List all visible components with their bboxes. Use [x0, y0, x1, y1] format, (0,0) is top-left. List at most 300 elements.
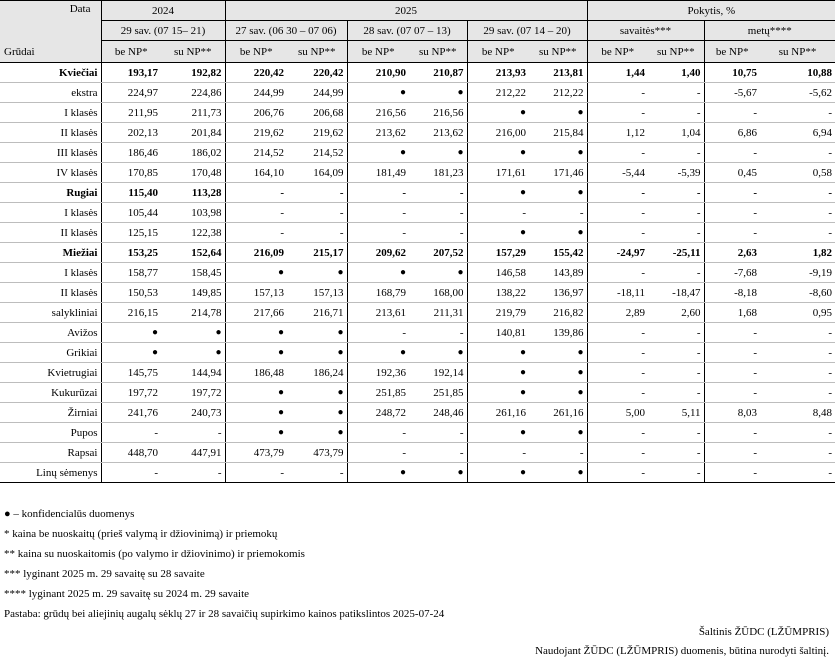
value-cell: -: [587, 463, 648, 483]
value-cell: -5,62: [760, 83, 835, 103]
value-cell: 144,94: [161, 363, 225, 383]
value-cell: 140,81: [467, 323, 529, 343]
confidential-dot: ●: [409, 143, 467, 163]
table-row: [0, 423, 835, 443]
value-cell: 251,85: [347, 383, 409, 403]
value-cell: 213,62: [409, 123, 467, 143]
value-cell: -: [409, 423, 467, 443]
table-row: [0, 443, 835, 463]
value-cell: 146,58: [467, 263, 529, 283]
value-cell: -: [347, 323, 409, 343]
row-label: salykliniai: [0, 303, 101, 323]
value-cell: 448,70: [101, 443, 161, 463]
value-cell: 186,48: [225, 363, 287, 383]
value-cell: -: [648, 443, 704, 463]
header-be-np: be NP*: [347, 41, 409, 63]
row-label: I klasės: [0, 203, 101, 223]
value-cell: -: [101, 423, 161, 443]
value-cell: 168,79: [347, 283, 409, 303]
confidential-dot: ●: [529, 423, 587, 443]
value-cell: 216,15: [101, 303, 161, 323]
confidential-dot: ●: [467, 343, 529, 363]
row-label: Rugiai: [0, 183, 101, 203]
header-be-np: be NP*: [587, 41, 648, 63]
value-cell: -: [704, 323, 760, 343]
value-cell: 209,62: [347, 243, 409, 263]
value-cell: -: [648, 263, 704, 283]
value-cell: -25,11: [648, 243, 704, 263]
confidential-dot: ●: [225, 323, 287, 343]
value-cell: -: [587, 263, 648, 283]
header-data-label: Data: [69, 3, 91, 15]
value-cell: 202,13: [101, 123, 161, 143]
value-cell: -: [760, 183, 835, 203]
value-cell: -: [161, 423, 225, 443]
value-cell: -: [467, 443, 529, 463]
value-cell: 139,86: [529, 323, 587, 343]
confidential-dot: ●: [529, 103, 587, 123]
table-row: [0, 383, 835, 403]
row-label: Miežiai: [0, 243, 101, 263]
value-cell: -: [587, 323, 648, 343]
table-row: [0, 183, 835, 203]
value-cell: 6,86: [704, 123, 760, 143]
value-cell: -: [760, 103, 835, 123]
value-cell: 212,22: [467, 83, 529, 103]
value-cell: 473,79: [287, 443, 347, 463]
value-cell: 216,09: [225, 243, 287, 263]
value-cell: 1,12: [587, 123, 648, 143]
value-cell: 216,82: [529, 303, 587, 323]
value-cell: -: [287, 183, 347, 203]
value-cell: 186,24: [287, 363, 347, 383]
value-cell: 0,58: [760, 163, 835, 183]
value-cell: 206,68: [287, 103, 347, 123]
value-cell: -: [760, 463, 835, 483]
value-cell: -: [760, 343, 835, 363]
value-cell: 158,77: [101, 263, 161, 283]
value-cell: -: [760, 443, 835, 463]
row-label: Kviečiai: [0, 63, 101, 83]
footnote: Pastaba: grūdų bei aliejinių augalų sėklų 27 ir 28 savaičių supirkimo kainos patikslintos 2025-07-24: [4, 608, 445, 620]
value-cell: -5,44: [587, 163, 648, 183]
value-cell: -: [704, 363, 760, 383]
table-row: [0, 163, 835, 183]
value-cell: 224,86: [161, 83, 225, 103]
header-grudai-label: Grūdai: [4, 46, 35, 58]
table-row: [0, 343, 835, 363]
value-cell: 217,66: [225, 303, 287, 323]
value-cell: -: [467, 203, 529, 223]
value-cell: 211,95: [101, 103, 161, 123]
value-cell: 241,76: [101, 403, 161, 423]
value-cell: -: [760, 203, 835, 223]
table-row: [0, 323, 835, 343]
value-cell: 220,42: [287, 63, 347, 83]
value-cell: -: [347, 183, 409, 203]
table-row: [0, 123, 835, 143]
confidential-dot: ●: [347, 463, 409, 483]
value-cell: 8,03: [704, 403, 760, 423]
citation-line: Naudojant ŽŪDC (LŽŪMPRIS) duomenis, būtina nurodyti šaltinį.: [535, 645, 829, 657]
header-su-np: su NP**: [161, 41, 225, 63]
value-cell: -: [648, 423, 704, 443]
confidential-dot: ●: [529, 463, 587, 483]
header-week-28: 28 sav. (07 07 – 13): [347, 21, 467, 41]
value-cell: 261,16: [529, 403, 587, 423]
row-label: II klasės: [0, 283, 101, 303]
value-cell: -5,67: [704, 83, 760, 103]
value-cell: 248,72: [347, 403, 409, 423]
row-label: II klasės: [0, 123, 101, 143]
confidential-dot: ●: [225, 403, 287, 423]
confidential-dot: ●: [467, 363, 529, 383]
value-cell: 210,90: [347, 63, 409, 83]
footnotes: [4, 504, 444, 624]
value-cell: 105,44: [101, 203, 161, 223]
confidential-dot: ●: [347, 263, 409, 283]
row-label: I klasės: [0, 103, 101, 123]
value-cell: -9,19: [760, 263, 835, 283]
footnote: ** kaina su nuoskaitomis (po valymo ir džiovinimo) ir priemokomis: [4, 548, 305, 560]
value-cell: -: [760, 363, 835, 383]
value-cell: 149,85: [161, 283, 225, 303]
table-row: [0, 363, 835, 383]
value-cell: -18,11: [587, 283, 648, 303]
value-cell: -8,60: [760, 283, 835, 303]
value-cell: 2,60: [648, 303, 704, 323]
value-cell: 2,89: [587, 303, 648, 323]
header-week-2024: 29 sav. (07 15– 21): [101, 21, 225, 41]
value-cell: -: [587, 103, 648, 123]
value-cell: -: [225, 463, 287, 483]
footnote: ● – konfidencialūs duomenys: [4, 508, 135, 520]
value-cell: 122,38: [161, 223, 225, 243]
confidential-dot: ●: [409, 83, 467, 103]
value-cell: 261,16: [467, 403, 529, 423]
value-cell: -: [648, 183, 704, 203]
value-cell: 164,09: [287, 163, 347, 183]
value-cell: -: [161, 463, 225, 483]
value-cell: 201,84: [161, 123, 225, 143]
value-cell: 1,04: [648, 123, 704, 143]
value-cell: 192,14: [409, 363, 467, 383]
value-cell: 211,73: [161, 103, 225, 123]
value-cell: -: [409, 183, 467, 203]
value-cell: 186,02: [161, 143, 225, 163]
value-cell: 158,45: [161, 263, 225, 283]
value-cell: -: [648, 383, 704, 403]
value-cell: -: [648, 363, 704, 383]
header-be-np: be NP*: [101, 41, 161, 63]
value-cell: -: [648, 463, 704, 483]
table-row: [0, 223, 835, 243]
value-cell: 0,95: [760, 303, 835, 323]
header-su-np: su NP**: [648, 41, 704, 63]
confidential-dot: ●: [409, 463, 467, 483]
value-cell: 2,63: [704, 243, 760, 263]
confidential-dot: ●: [161, 343, 225, 363]
header-metu: metų****: [704, 21, 835, 41]
table-row: [0, 83, 835, 103]
value-cell: 213,81: [529, 63, 587, 83]
value-cell: 171,46: [529, 163, 587, 183]
value-cell: 220,42: [225, 63, 287, 83]
value-cell: -: [704, 443, 760, 463]
table-row: [0, 63, 835, 83]
value-cell: -: [648, 343, 704, 363]
value-cell: -: [704, 203, 760, 223]
confidential-dot: ●: [287, 263, 347, 283]
value-cell: 170,48: [161, 163, 225, 183]
header-year-2024: 2024: [101, 1, 225, 21]
value-cell: -: [704, 343, 760, 363]
row-label: Linų sėmenys: [0, 463, 101, 483]
header-su-np: su NP**: [287, 41, 347, 63]
source-line: Šaltinis ŽŪDC (LŽŪMPRIS): [698, 626, 829, 638]
footnote: **** lyginant 2025 m. 29 savaitę su 2024 m. 29 savaite: [4, 588, 250, 600]
confidential-dot: ●: [409, 343, 467, 363]
value-cell: -: [409, 443, 467, 463]
value-cell: 251,85: [409, 383, 467, 403]
row-label: Kukurūzai: [0, 383, 101, 403]
value-cell: 125,15: [101, 223, 161, 243]
value-cell: -: [587, 343, 648, 363]
confidential-dot: ●: [409, 263, 467, 283]
header-be-np: be NP*: [225, 41, 287, 63]
value-cell: -: [225, 203, 287, 223]
value-cell: 240,73: [161, 403, 225, 423]
value-cell: 192,82: [161, 63, 225, 83]
table-row: [0, 203, 835, 223]
value-cell: -: [648, 103, 704, 123]
value-cell: 170,85: [101, 163, 161, 183]
value-cell: -: [648, 83, 704, 103]
value-cell: 212,22: [529, 83, 587, 103]
value-cell: 211,31: [409, 303, 467, 323]
value-cell: -: [347, 203, 409, 223]
value-cell: 0,45: [704, 163, 760, 183]
value-cell: -: [704, 463, 760, 483]
value-cell: -5,39: [648, 163, 704, 183]
value-cell: 216,56: [347, 103, 409, 123]
value-cell: 216,00: [467, 123, 529, 143]
header-be-np: be NP*: [467, 41, 529, 63]
confidential-dot: ●: [225, 343, 287, 363]
value-cell: -: [704, 103, 760, 123]
value-cell: 219,62: [225, 123, 287, 143]
value-cell: 248,46: [409, 403, 467, 423]
value-cell: 214,78: [161, 303, 225, 323]
value-cell: 214,52: [287, 143, 347, 163]
row-label: ekstra: [0, 83, 101, 103]
value-cell: -18,47: [648, 283, 704, 303]
value-cell: 1,68: [704, 303, 760, 323]
confidential-dot: ●: [287, 403, 347, 423]
value-cell: 157,13: [225, 283, 287, 303]
value-cell: 186,46: [101, 143, 161, 163]
table-row: [0, 263, 835, 283]
header-week-27: 27 sav. (06 30 – 07 06): [225, 21, 347, 41]
value-cell: -: [287, 203, 347, 223]
value-cell: 6,94: [760, 123, 835, 143]
table-row: [0, 463, 835, 483]
value-cell: 138,22: [467, 283, 529, 303]
row-label: I klasės: [0, 263, 101, 283]
value-cell: -: [587, 423, 648, 443]
value-cell: -: [760, 423, 835, 443]
confidential-dot: ●: [347, 83, 409, 103]
value-cell: 143,89: [529, 263, 587, 283]
value-cell: -: [347, 223, 409, 243]
header-corner: [0, 1, 101, 63]
value-cell: 171,61: [467, 163, 529, 183]
header-year-2025: 2025: [225, 1, 587, 21]
value-cell: 136,97: [529, 283, 587, 303]
value-cell: 157,13: [287, 283, 347, 303]
value-cell: -: [587, 83, 648, 103]
header-su-np: su NP**: [409, 41, 467, 63]
confidential-dot: ●: [467, 183, 529, 203]
confidential-dot: ●: [287, 343, 347, 363]
value-cell: 5,11: [648, 403, 704, 423]
value-cell: 219,62: [287, 123, 347, 143]
value-cell: -: [409, 223, 467, 243]
value-cell: 213,61: [347, 303, 409, 323]
value-cell: -: [587, 183, 648, 203]
confidential-dot: ●: [287, 323, 347, 343]
value-cell: 157,29: [467, 243, 529, 263]
value-cell: -: [760, 223, 835, 243]
value-cell: 168,00: [409, 283, 467, 303]
confidential-dot: ●: [467, 143, 529, 163]
value-cell: 8,48: [760, 403, 835, 423]
value-cell: 152,64: [161, 243, 225, 263]
value-cell: 193,17: [101, 63, 161, 83]
confidential-dot: ●: [287, 383, 347, 403]
row-label: III klasės: [0, 143, 101, 163]
row-label: Rapsai: [0, 443, 101, 463]
value-cell: -7,68: [704, 263, 760, 283]
value-cell: -8,18: [704, 283, 760, 303]
value-cell: -: [648, 143, 704, 163]
confidential-dot: ●: [467, 383, 529, 403]
value-cell: 113,28: [161, 183, 225, 203]
value-cell: 103,98: [161, 203, 225, 223]
confidential-dot: ●: [347, 343, 409, 363]
value-cell: -: [529, 203, 587, 223]
confidential-dot: ●: [101, 323, 161, 343]
value-cell: 244,99: [225, 83, 287, 103]
value-cell: -: [704, 183, 760, 203]
footnote: *** lyginant 2025 m. 29 savaitę su 28 savaite: [4, 568, 205, 580]
confidential-dot: ●: [529, 223, 587, 243]
value-cell: -: [648, 203, 704, 223]
confidential-dot: ●: [287, 423, 347, 443]
value-cell: 5,00: [587, 403, 648, 423]
value-cell: -: [704, 223, 760, 243]
value-cell: -: [409, 203, 467, 223]
value-cell: -: [225, 223, 287, 243]
value-cell: -: [587, 203, 648, 223]
row-label: Žirniai: [0, 403, 101, 423]
value-cell: 181,49: [347, 163, 409, 183]
header-su-np: su NP**: [760, 41, 835, 63]
row-label: Pupos: [0, 423, 101, 443]
value-cell: 244,99: [287, 83, 347, 103]
value-cell: 206,76: [225, 103, 287, 123]
value-cell: 215,84: [529, 123, 587, 143]
row-label: Kvietrugiai: [0, 363, 101, 383]
table-row: [0, 143, 835, 163]
value-cell: 207,52: [409, 243, 467, 263]
value-cell: 214,52: [225, 143, 287, 163]
value-cell: -: [529, 443, 587, 463]
value-cell: 473,79: [225, 443, 287, 463]
value-cell: -: [587, 443, 648, 463]
value-cell: -: [347, 443, 409, 463]
value-cell: 219,79: [467, 303, 529, 323]
value-cell: 213,93: [467, 63, 529, 83]
value-cell: 153,25: [101, 243, 161, 263]
value-cell: 115,40: [101, 183, 161, 203]
header-su-np: su NP**: [529, 41, 587, 63]
confidential-dot: ●: [529, 383, 587, 403]
confidential-dot: ●: [467, 463, 529, 483]
value-cell: -: [704, 143, 760, 163]
value-cell: 1,44: [587, 63, 648, 83]
confidential-dot: ●: [529, 143, 587, 163]
header-be-np: be NP*: [704, 41, 760, 63]
table-row: [0, 303, 835, 323]
value-cell: -: [704, 383, 760, 403]
value-cell: -: [704, 423, 760, 443]
confidential-dot: ●: [529, 183, 587, 203]
confidential-dot: ●: [225, 383, 287, 403]
value-cell: 145,75: [101, 363, 161, 383]
value-cell: 215,17: [287, 243, 347, 263]
row-label: Grikiai: [0, 343, 101, 363]
confidential-dot: ●: [101, 343, 161, 363]
value-cell: -: [587, 363, 648, 383]
value-cell: -: [760, 383, 835, 403]
value-cell: -: [648, 323, 704, 343]
value-cell: 210,87: [409, 63, 467, 83]
row-label: II klasės: [0, 223, 101, 243]
header-savaites: savaitės***: [587, 21, 704, 41]
value-cell: -: [587, 383, 648, 403]
value-cell: 224,97: [101, 83, 161, 103]
value-cell: -: [648, 223, 704, 243]
confidential-dot: ●: [467, 103, 529, 123]
confidential-dot: ●: [529, 343, 587, 363]
value-cell: 447,91: [161, 443, 225, 463]
value-cell: 213,62: [347, 123, 409, 143]
confidential-dot: ●: [347, 143, 409, 163]
value-cell: -: [409, 323, 467, 343]
value-cell: -: [287, 463, 347, 483]
value-cell: 197,72: [161, 383, 225, 403]
value-cell: -: [587, 223, 648, 243]
value-cell: 216,71: [287, 303, 347, 323]
table-row: [0, 103, 835, 123]
value-cell: -: [760, 143, 835, 163]
confidential-dot: ●: [161, 323, 225, 343]
value-cell: 197,72: [101, 383, 161, 403]
footnote: * kaina be nuoskaitų (prieš valymą ir džiovinimą) ir priemokų: [4, 528, 278, 540]
confidential-dot: ●: [225, 423, 287, 443]
value-cell: -: [225, 183, 287, 203]
